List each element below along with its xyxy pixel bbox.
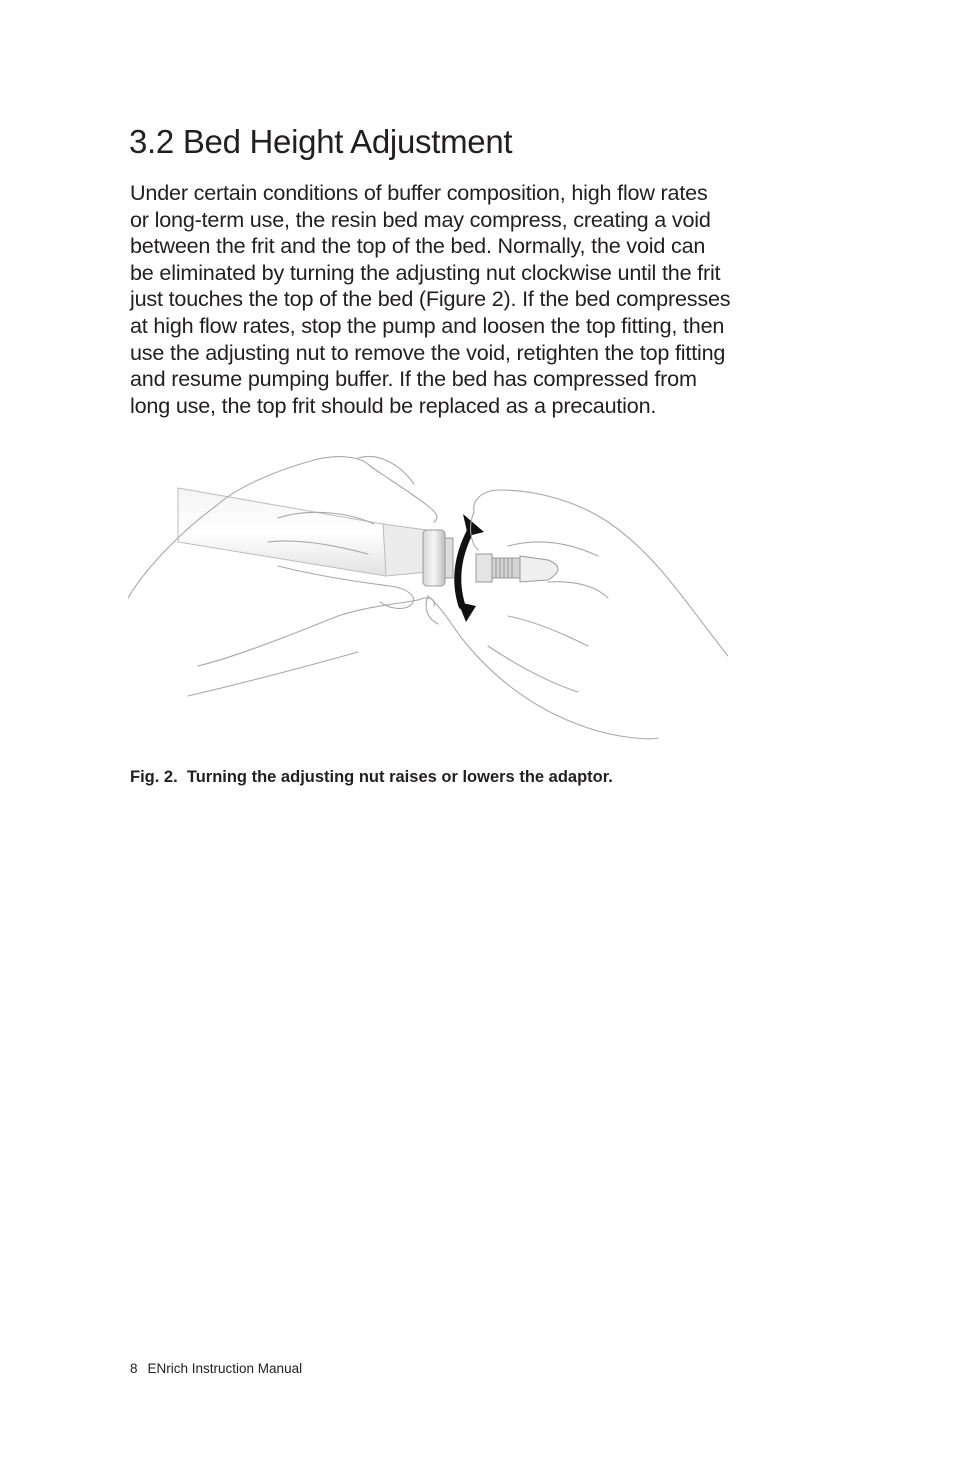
paragraph-line: Under certain conditions of buffer composition, high flow rates bbox=[130, 180, 708, 205]
paragraph-line: use the adjusting nut to remove the void, retighten the top fitting bbox=[130, 339, 726, 365]
column-tube bbox=[178, 488, 428, 576]
adapter-fitting bbox=[423, 530, 558, 586]
paragraph-line: or long-term use, the resin bed may compress, creating a void bbox=[130, 206, 711, 232]
section-title: 3.2 Bed Height Adjustment bbox=[129, 123, 513, 160]
manual-title: ENrich Instruction Manual bbox=[147, 1361, 303, 1376]
paragraph-line: be eliminated by turning the adjusting nut clockwise until the frit bbox=[130, 259, 721, 285]
body-paragraph bbox=[130, 180, 810, 419]
hands-illustration bbox=[128, 446, 728, 746]
figure-caption: Fig. 2. Turning the adjusting nut raises or lowers the adaptor. bbox=[130, 768, 613, 786]
page-footer bbox=[130, 1360, 302, 1378]
paragraph-line: and resume pumping buffer. If the bed has compressed from bbox=[130, 366, 697, 392]
page-number: 8 bbox=[130, 1361, 138, 1376]
figure-hands-adjusting-nut bbox=[128, 446, 728, 746]
paragraph-line: long use, the top frit should be replaced as a precaution. bbox=[130, 392, 657, 418]
paragraph-line: at high flow rates, stop the pump and loosen the top fitting, then bbox=[130, 312, 725, 338]
paragraph-line: between the frit and the top of the bed. Normally, the void can bbox=[130, 233, 706, 259]
paragraph-line: just touches the top of the bed (Figure 2). If the bed compresses bbox=[130, 286, 731, 312]
left-hand bbox=[128, 456, 437, 696]
